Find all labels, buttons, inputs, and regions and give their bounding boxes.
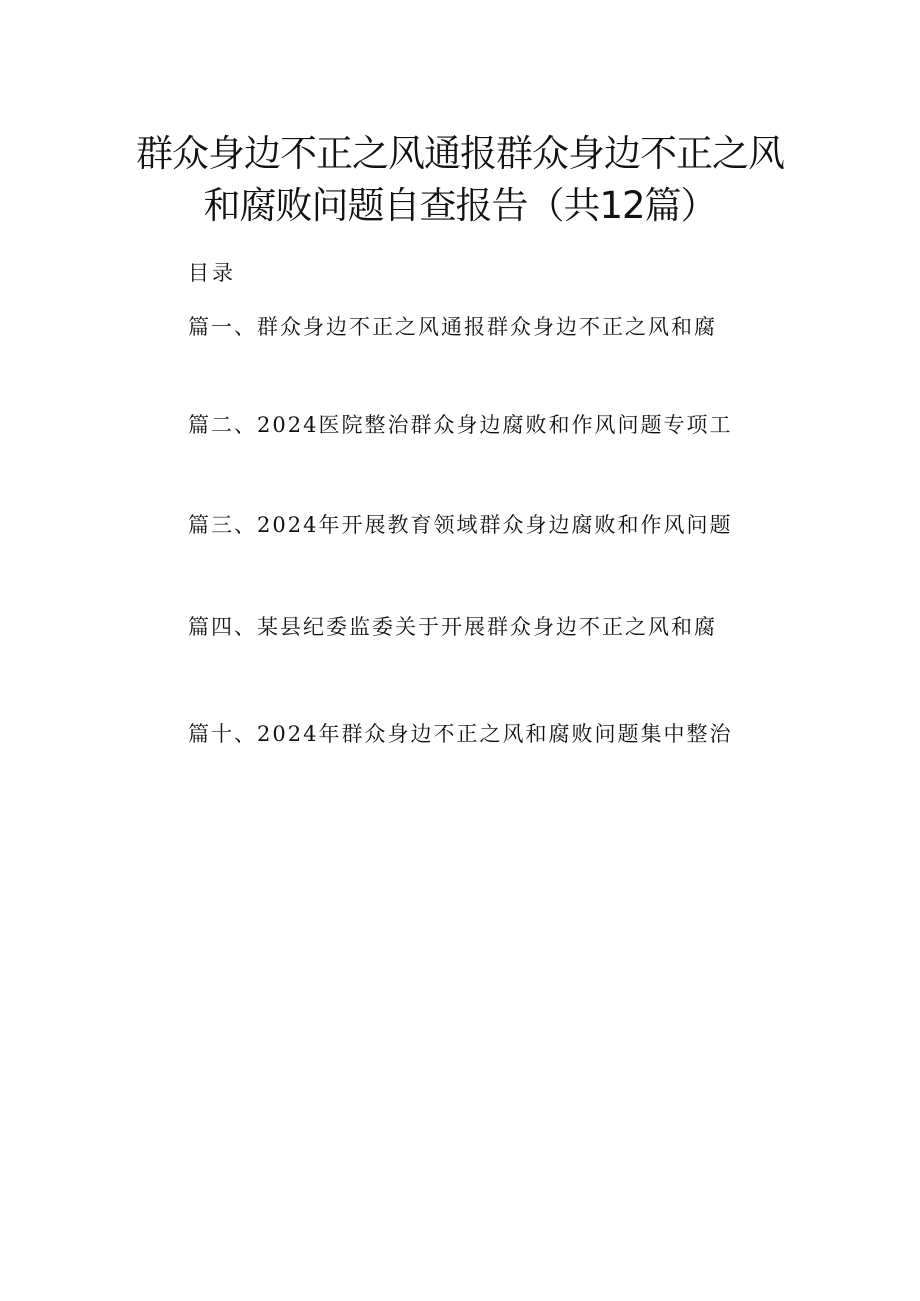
toc-heading: 目录 — [188, 261, 236, 285]
toc-item-5[interactable]: 篇十、2024年群众身边不正之风和腐败问题集中整治 — [188, 722, 733, 746]
document-title — [80, 128, 840, 232]
title-line-1: 群众身边不正之风通报群众身边不正之风 — [136, 132, 784, 175]
title-line-2: 和腐败问题自查报告（共12篇） — [203, 184, 717, 227]
toc-item-3[interactable]: 篇三、2024年开展教育领域群众身边腐败和作风问题 — [188, 513, 733, 537]
toc-item-2[interactable]: 篇二、2024医院整治群众身边腐败和作风问题专项工 — [188, 413, 733, 437]
toc-item-1[interactable]: 篇一、群众身边不正之风通报群众身边不正之风和腐 — [188, 315, 717, 339]
toc-item-4[interactable]: 篇四、某县纪委监委关于开展群众身边不正之风和腐 — [188, 615, 717, 639]
